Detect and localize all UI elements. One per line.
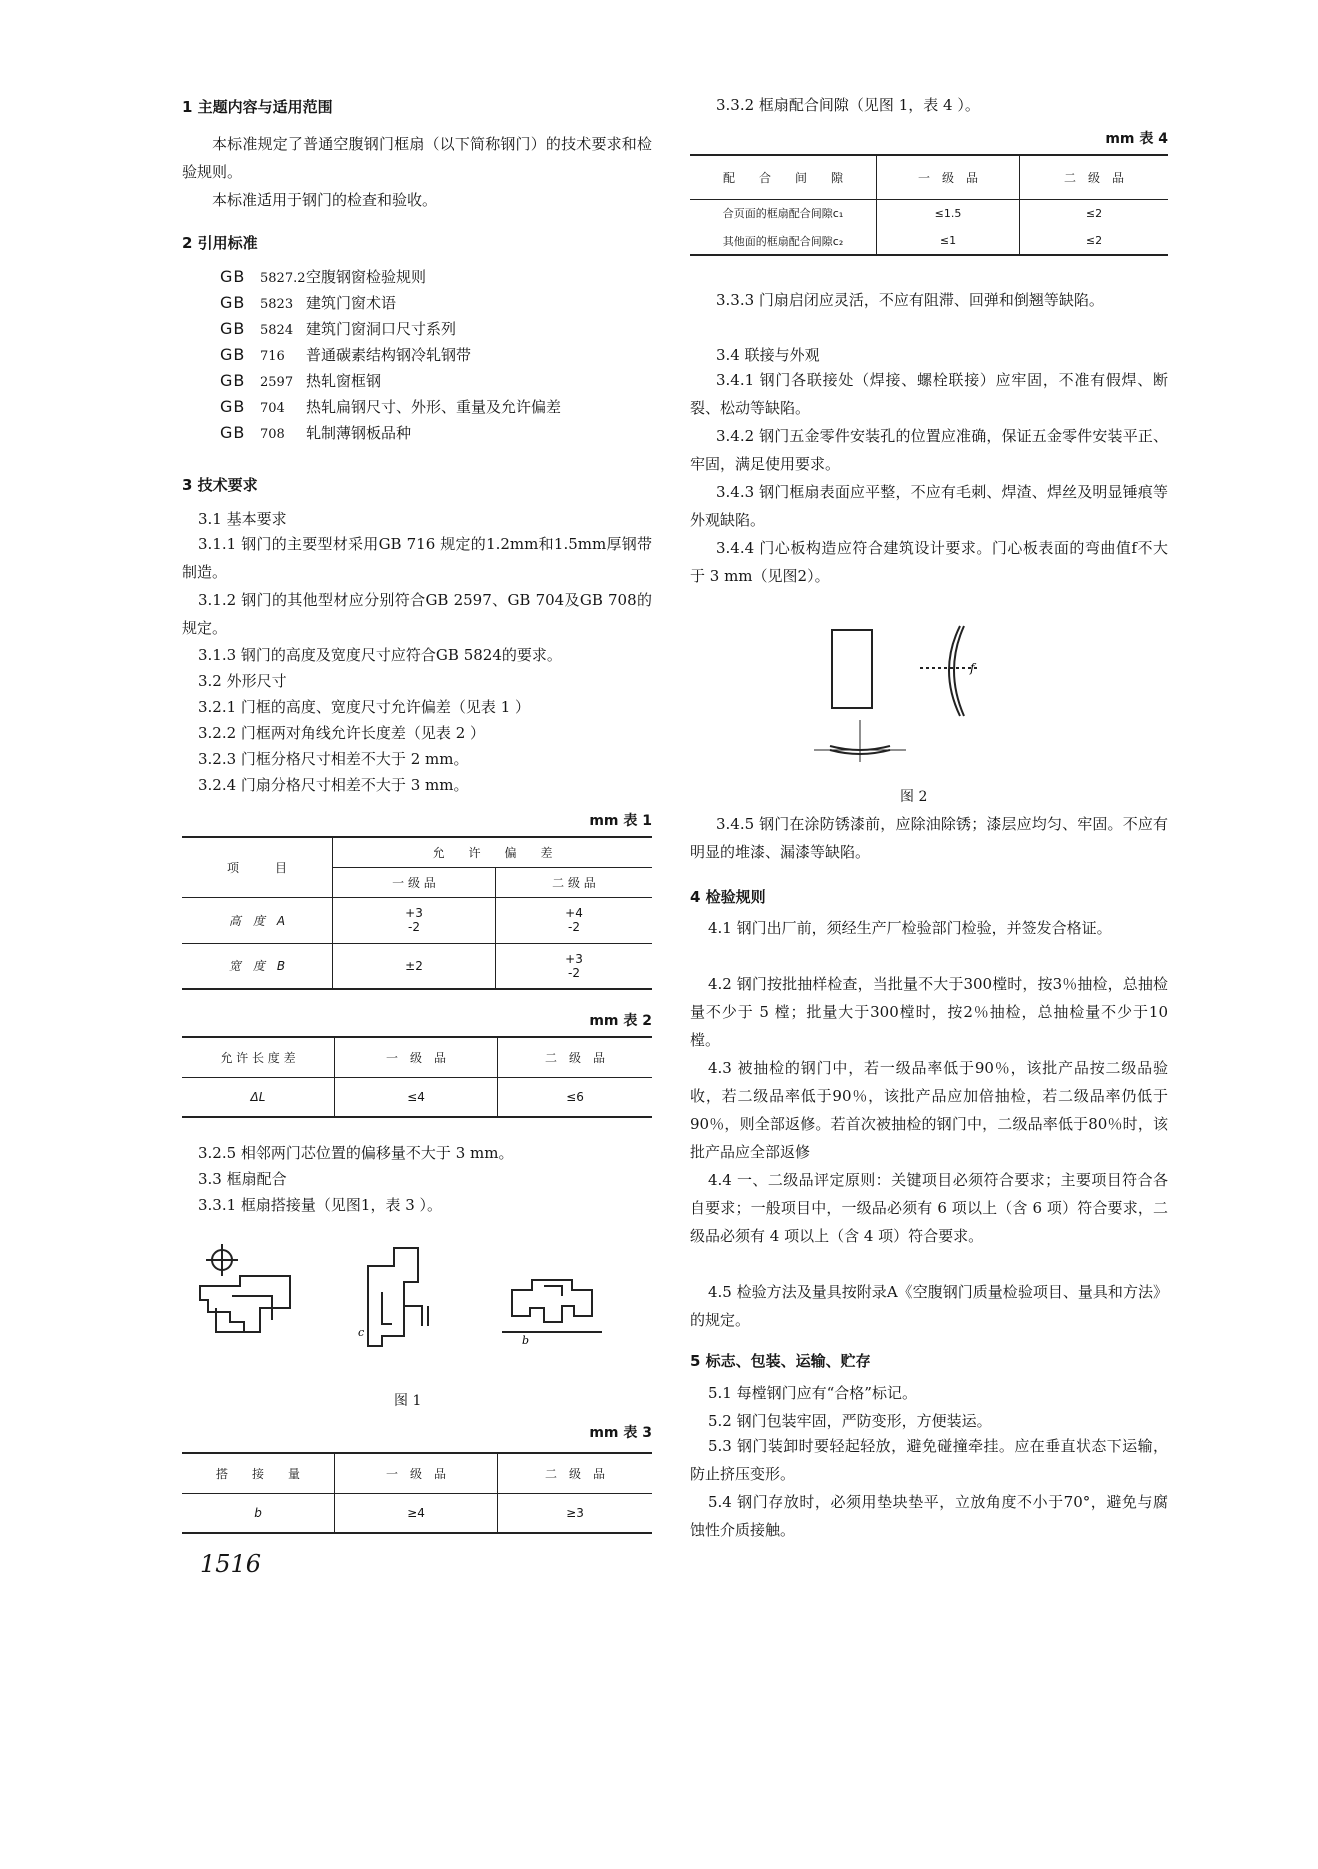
table-3-cell: ≥3	[498, 1493, 653, 1533]
table-1-header-grade1: 一 级 品	[333, 867, 496, 897]
section-3-1-1: 3.1.1 钢门的主要型材采用GB 716 规定的1.2mm和1.5mm厚钢带制造。	[182, 535, 652, 581]
page-number: 1516	[200, 1550, 262, 1578]
section-3-3: 3.3 框扇配合	[198, 1170, 287, 1188]
section-5-1: 5.1 每樘钢门应有“合格”标记。	[708, 1384, 917, 1402]
table-1-header-grade2: 二 级 品	[496, 867, 653, 897]
section-3-3-1: 3.3.1 框扇搭接量（见图1，表 3 ）。	[198, 1196, 443, 1214]
table-3-header-1: 搭 接 量	[215, 1466, 300, 1481]
section-1-title: 1 主题内容与适用范围	[182, 98, 333, 116]
table-4-header-1: 配 合 间 隙	[722, 170, 843, 185]
section-4-1: 4.1 钢门出厂前，须经生产厂检验部门检验，并签发合格证。	[708, 919, 1112, 937]
door-panel-front	[832, 630, 872, 708]
table-4	[690, 154, 1168, 256]
section-3-4-2: 3.4.2 钢门五金零件安装孔的位置应准确，保证五金零件安装平正、牢固，满足使用要求。	[690, 427, 1168, 473]
figure-2-caption: 图 2	[900, 789, 928, 805]
section-3-4-1: 3.4.1 钢门各联接处（焊接、螺栓联接）应牢固，不准有假焊、断裂、松动等缺陷。	[690, 371, 1168, 417]
table-2-header-2: 一 级 品	[335, 1037, 498, 1077]
section-1-paragraph-2: 本标准适用于钢门的检查和验收。	[212, 191, 438, 209]
section-4-4: 4.4 一、二级品评定原则：关键项目必须符合要求；主要项目符合各自要求；一般项目中，一级品必须有 6 项以上（含 6 项）符合要求，二级品必须有 4 项以上（含 4 项）符合要求。	[690, 1171, 1168, 1245]
reference-item: GB 2597 热轧窗框钢	[220, 371, 382, 390]
table-4-row-label: 合页面的框扇配合间隙c₁	[690, 199, 877, 227]
section-4-title: 4 检验规则	[690, 888, 766, 906]
table-2-header-3: 二 级 品	[498, 1037, 653, 1077]
section-5-4: 5.4 钢门存放时，必须用垫块垫平，立放角度不小于70°，避免与腐蚀性介质接触。	[690, 1493, 1168, 1539]
table-1-header-allow: 允 许 偏 差	[333, 837, 653, 867]
figure-1-caption: 图 1	[394, 1393, 422, 1409]
figure-2	[810, 620, 1010, 770]
table-2-header-1: 允 许 长 度 差	[220, 1050, 296, 1065]
table-3-header-3: 二 级 品	[498, 1453, 653, 1493]
table-3	[182, 1452, 652, 1534]
section-3-3-2: 3.3.2 框扇配合间隙（见图 1，表 4 ）。	[716, 96, 980, 114]
section-5-3: 5.3 钢门装卸时要轻起轻放，避免碰撞牵挂。应在垂直状态下运输，防止挤压变形。	[690, 1437, 1168, 1483]
table-2-cell: ≤4	[335, 1077, 498, 1117]
reference-item: GB 5824 建筑门窗洞口尺寸系列	[220, 319, 457, 338]
table-4-header-3: 二 级 品	[1020, 155, 1169, 199]
table-4-cell: ≤1.5	[877, 199, 1020, 227]
section-3-2-1: 3.2.1 门框的高度、宽度尺寸允许偏差（见表 1 ）	[198, 698, 531, 716]
section-3-1-2: 3.1.2 钢门的其他型材应分别符合GB 2597、GB 704及GB 708的规定。	[182, 591, 652, 637]
table-4-header-2: 一 级 品	[877, 155, 1020, 199]
section-3-1: 3.1 基本要求	[198, 510, 287, 528]
table-2	[182, 1036, 652, 1118]
table-1-cell: +3 -2	[333, 897, 496, 943]
figure-2-label-f: f	[970, 661, 975, 675]
section-3-title: 3 技术要求	[182, 476, 258, 494]
section-3-2-4: 3.2.4 门扇分格尺寸相差不大于 3 mm。	[198, 776, 469, 794]
table-1-cell: ±2	[333, 943, 496, 989]
reference-item: GB 708 轧制薄钢板品种	[220, 423, 412, 442]
table-1-header-item: 项 目	[226, 860, 287, 875]
table-2-caption: mm 表 2	[589, 1013, 652, 1029]
section-3-1-3: 3.1.3 钢门的高度及宽度尺寸应符合GB 5824的要求。	[198, 646, 562, 664]
section-3-4-4: 3.4.4 门心板构造应符合建筑设计要求。门心板表面的弯曲值f不大于 3 mm（见图2）。	[690, 539, 1168, 585]
table-1-caption: mm 表 1	[589, 813, 652, 829]
table-4-row-label: 其他面的框扇配合间隙c₂	[722, 234, 844, 248]
table-4-cell: ≤2	[1020, 227, 1169, 255]
figure-1	[182, 1236, 652, 1356]
table-4-cell: ≤2	[1020, 199, 1169, 227]
figure-1-label-b: c	[358, 1326, 365, 1339]
section-3-2-2: 3.2.2 门框两对角线允许长度差（见表 2 ）	[198, 724, 486, 742]
table-4-caption: mm 表 4	[1105, 131, 1168, 147]
table-3-caption: mm 表 3	[589, 1425, 652, 1441]
table-3-header-2: 一 级 品	[335, 1453, 498, 1493]
section-1-paragraph-1: 本标准规定了普通空腹钢门框扇（以下简称钢门）的技术要求和检验规则。	[182, 135, 652, 181]
section-3-2-3: 3.2.3 门框分格尺寸相差不大于 2 mm。	[198, 750, 469, 768]
reference-item: GB 5823 建筑门窗术语	[220, 293, 397, 312]
table-2-cell: ≤6	[498, 1077, 653, 1117]
reference-item: GB 704 热轧扁钢尺寸、外形、重量及允许偏差	[220, 397, 562, 416]
section-4-5: 4.5 检验方法及量具按附录A《空腹钢门质量检验项目、量具和方法》的规定。	[690, 1283, 1168, 1329]
figure-1-label-b: b	[522, 1334, 530, 1347]
section-3-4-3: 3.4.3 钢门框扇表面应平整，不应有毛刺、焊渣、焊丝及明显锤痕等外观缺陷。	[690, 483, 1168, 529]
section-5-title: 5 标志、包装、运输、贮存	[690, 1352, 871, 1370]
table-1-row-height-label: 高 度 A	[182, 897, 333, 943]
table-3-cell: ≥4	[335, 1493, 498, 1533]
table-1-cell: +3 -2	[496, 943, 653, 989]
table-1	[182, 836, 652, 990]
section-3-2-5: 3.2.5 相邻两门芯位置的偏移量不大于 3 mm。	[198, 1144, 514, 1162]
table-3-row-label: b	[182, 1493, 335, 1533]
section-4-3: 4.3 被抽检的钢门中，若一级品率低于90％，该批产品按二级品验收，若二级品率低于90％，该批产品应加倍抽检，若二级品率仍低于90％，则全部返修。若首次被抽检的钢门中，二级品率低于80％时，该批产品应全部返修	[690, 1059, 1168, 1161]
table-2-row-label: ΔL	[182, 1077, 335, 1117]
section-3-4: 3.4 联接与外观	[716, 346, 820, 364]
table-1-row-width-label: 宽 度 B	[182, 943, 333, 989]
table-4-cell: ≤1	[877, 227, 1020, 255]
section-3-4-5: 3.4.5 钢门在涂防锈漆前，应除油除锈；漆层应均匀、牢固。不应有明显的堆漆、漏漆等缺陷。	[690, 815, 1168, 861]
section-4-2: 4.2 钢门按批抽样检查，当批量不大于300樘时，按3％抽检，总抽检量不少于 5 樘；批量大于300樘时，按2％抽检，总抽检量不少于10樘。	[690, 975, 1168, 1049]
section-3-2: 3.2 外形尺寸	[198, 672, 287, 690]
table-1-cell: +4 -2	[496, 897, 653, 943]
reference-item: GB 5827.2空腹钢窗检验规则	[220, 267, 427, 286]
section-2-title: 2 引用标准	[182, 234, 258, 252]
section-3-3-3: 3.3.3 门扇启闭应灵活，不应有阻滞、回弹和倒翘等缺陷。	[716, 291, 1104, 309]
section-5-2: 5.2 钢门包装牢固，严防变形，方便装运。	[708, 1412, 992, 1430]
reference-item: GB 716 普通碳素结构钢冷轧钢带	[220, 345, 472, 364]
